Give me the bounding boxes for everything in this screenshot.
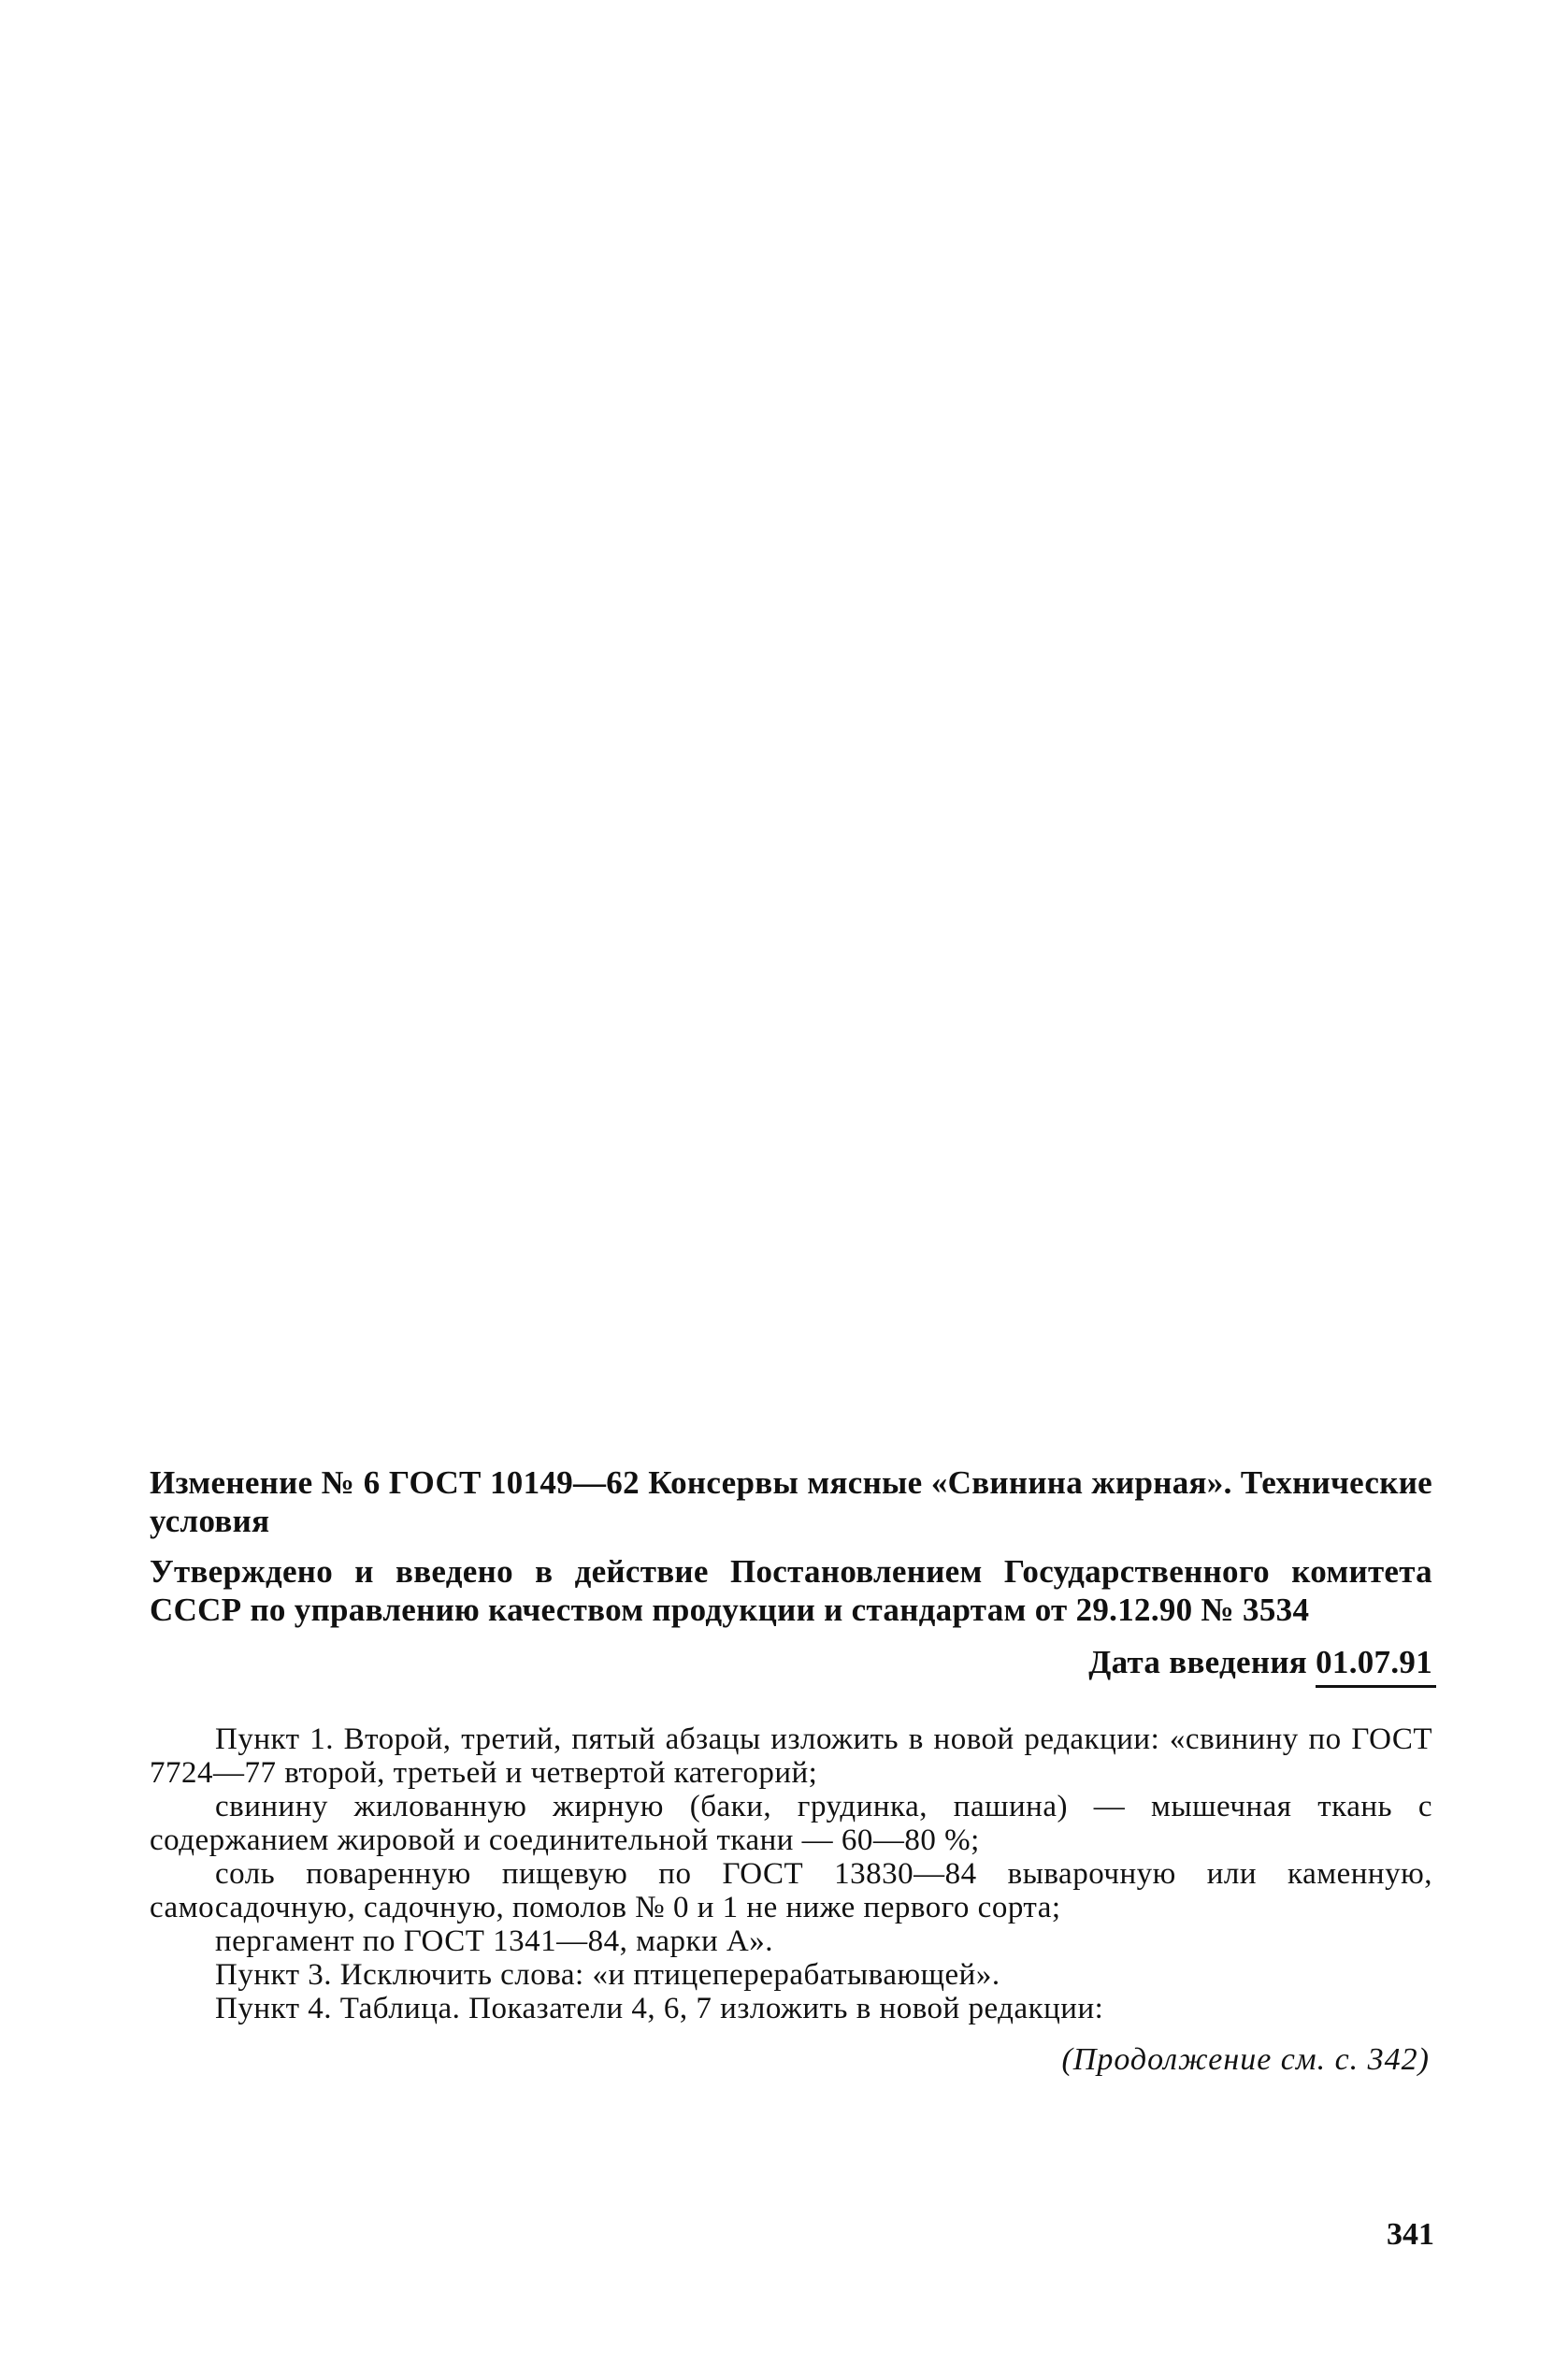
paragraph-item-3: соль поваренную пищевую по ГОСТ 13830—84 выварочную или каменную, самосадочную, садочную, помолов № 0 и 1 не ниже первого сорта; — [150, 1857, 1432, 1924]
approval-statement — [150, 1552, 1432, 1629]
effective-date-label: Дата введения — [1088, 1644, 1308, 1680]
effective-date — [1088, 1643, 1432, 1681]
paragraph-item-6: Пункт 4. Таблица. Показатели 4, 6, 7 изложить в новой редакции: — [215, 1992, 1104, 2025]
effective-date-value: 01.07.91 — [1316, 1644, 1432, 1680]
effective-date-value-wrap — [1316, 1643, 1432, 1681]
paragraph-item-1: Пункт 1. Второй, третий, пятый абзацы изложить в новой редакции: «свинину по ГОСТ 7724—77 второй, третьей и четвертой категорий; — [150, 1722, 1432, 1790]
amendment-body — [150, 1722, 1432, 2025]
approval-line-2: СССР по управлению качеством продукции и стандартам от 29.12.90 № 3534 — [150, 1592, 1310, 1628]
page-number: 341 — [1387, 2217, 1434, 2252]
paragraph-item-5: Пункт 3. Исключить слова: «и птицеперерабатывающей». — [215, 1958, 1000, 1992]
document-title: Изменение № 6 ГОСТ 10149—62 Консервы мясные «Свинина жирная». Технические условия — [150, 1464, 1432, 1539]
continuation-note: (Продолжение см. с. 342) — [1061, 2042, 1430, 2077]
paragraph-item-4: пергамент по ГОСТ 1341—84, марки А». — [215, 1924, 773, 1958]
approval-line-1: Утверждено и введено в действие Постановлением Государственного комитета — [150, 1553, 1432, 1590]
paragraph-item-2: свинину жилованную жирную (баки, грудинка, пашина) — мышечная ткань с содержанием жировой и соединительной ткани — 60—80 %; — [150, 1790, 1432, 1857]
date-underline — [1316, 1685, 1436, 1688]
